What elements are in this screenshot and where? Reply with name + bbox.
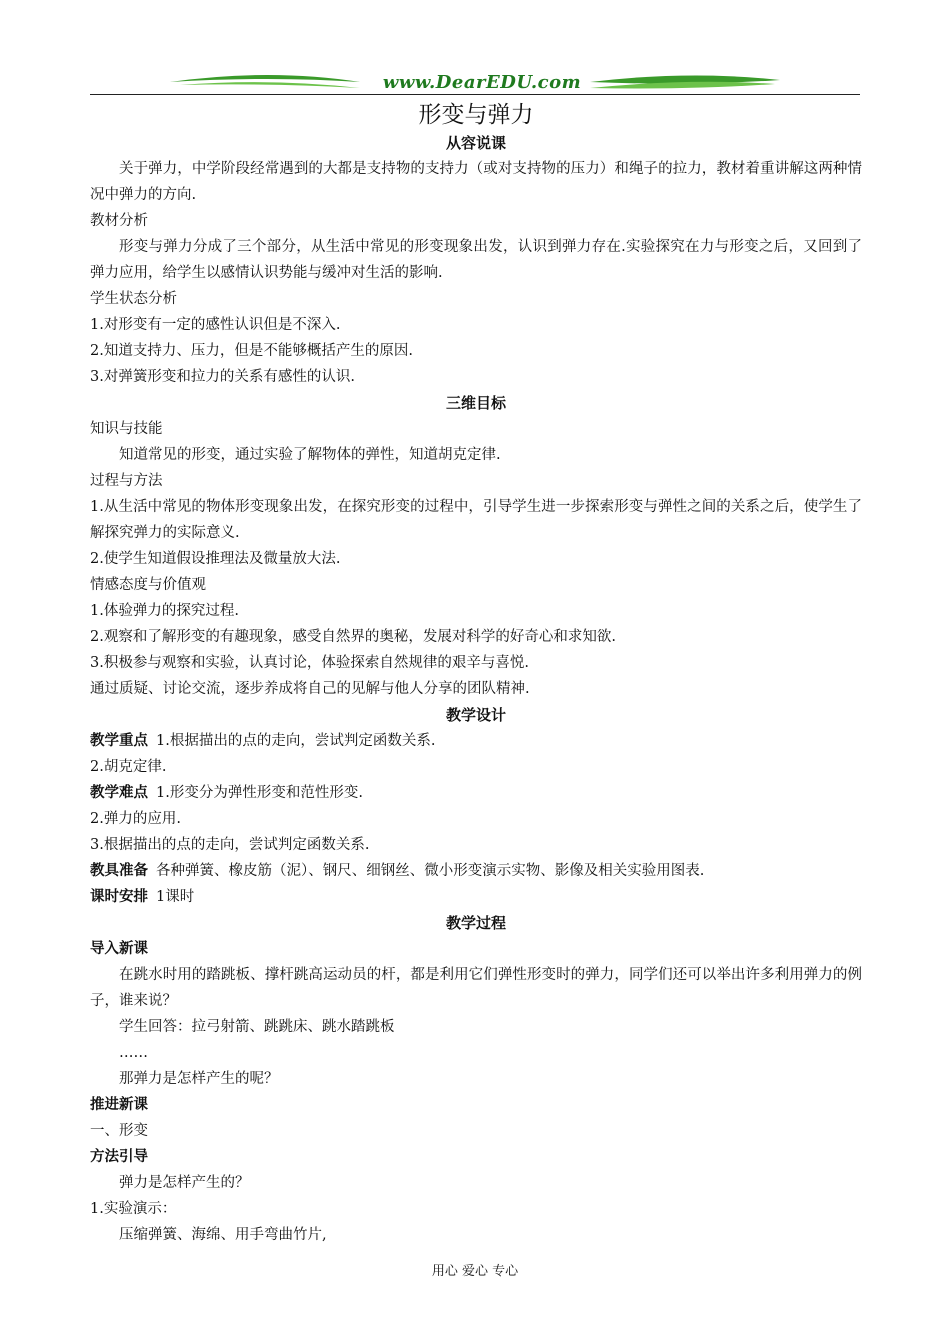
time-text: 1课时 <box>156 889 195 905</box>
section-title-process: 教学过程 <box>445 914 506 932</box>
key-point-item: 2.胡克定律. <box>90 759 167 775</box>
key-point-row <box>90 728 862 754</box>
student-item: 3.对弹簧形变和拉力的关系有感性的认识. <box>90 369 355 385</box>
process-method-item: 1.从生活中常见的物体形变现象出发，在探究形变的过程中，引导学生进一步探索形变与弹性之间的关系之后，使学生了解探究弹力的实际意义. <box>90 499 862 541</box>
difficulty-text: 1.形变分为弹性形变和范性形变. <box>156 785 363 801</box>
knowledge-paragraph: 知道常见的形变，通过实验了解物体的弹性，知道胡克定律. <box>119 447 501 463</box>
tools-text: 各种弹簧、橡皮筋（泥）、钢尺、细钢丝、微小形变演示实物、影像及相关实验用图表. <box>156 863 705 879</box>
student-label: 学生状态分析 <box>90 291 177 307</box>
material-label: 教材分析 <box>90 213 148 229</box>
emotion-item: 通过质疑、讨论交流，逐步养成将自己的见解与他人分享的团队精神. <box>90 681 530 697</box>
section-title-goals: 三维目标 <box>445 394 506 412</box>
emotion-item: 3.积极参与观察和实验，认真讨论，体验探索自然规律的艰辛与喜悦. <box>90 655 529 671</box>
tools-label: 教具准备 <box>90 862 148 879</box>
part-heading: 一、形变 <box>90 1123 148 1139</box>
document-body <box>90 100 862 1248</box>
document-title: 形变与弹力 <box>418 102 534 128</box>
emotion-label: 情感态度与价值观 <box>90 577 206 593</box>
emotion-item: 1.体验弹力的探究过程. <box>90 603 239 619</box>
intro-new-label: 导入新课 <box>90 940 148 957</box>
difficulty-item: 3.根据描出的点的走向，尝试判定函数关系. <box>90 837 370 853</box>
difficulty-item: 2.弹力的应用. <box>90 811 181 827</box>
student-item: 1.对形变有一定的感性认识但是不深入. <box>90 317 341 333</box>
student-item: 2.知道支持力、压力，但是不能够概括产生的原因. <box>90 343 413 359</box>
advance-label: 推进新课 <box>90 1096 148 1113</box>
emotion-item: 2.观察和了解形变的有趣现象，感受自然界的奥秘，发展对科学的好奇心和求知欲. <box>90 629 616 645</box>
section-title-intro: 从容说课 <box>445 134 506 152</box>
demo-text: 压缩弹簧、海绵、用手弯曲竹片, <box>119 1227 327 1243</box>
intro-new-paragraph: 在跳水时用的踏跳板、撑杆跳高运动员的杆，都是利用它们弹性形变时的弹力，同学们还可以举出许多利用弹力的例子，谁来说？ <box>90 967 862 1009</box>
key-point-text: 1.根据描出的点的走向，尝试判定函数关系. <box>156 733 436 749</box>
difficulty-label: 教学难点 <box>90 784 148 801</box>
material-paragraph: 形变与弹力分成了三个部分，从生活中常见的形变现象出发，认识到弹力存在.实验探究在力与形变之后，又回到了弹力应用，给学生以感情认识势能与缓冲对生活的影响. <box>90 239 862 281</box>
section-title-design: 教学设计 <box>445 706 506 724</box>
time-label: 课时安排 <box>90 888 148 905</box>
ellipsis: …… <box>119 1045 148 1061</box>
process-method-label: 过程与方法 <box>90 473 163 489</box>
page-header <box>90 66 860 100</box>
header-rule <box>90 94 860 95</box>
method-question: 弹力是怎样产生的？ <box>119 1175 250 1191</box>
page-footer: 用心 爱心 专心 <box>431 1264 519 1279</box>
student-answer: 学生回答：拉弓射箭、跳跳床、跳水踏跳板 <box>119 1019 395 1035</box>
process-method-item: 2.使学生知道假设推理法及微量放大法. <box>90 551 341 567</box>
site-logo-text: www.DearEDU.com <box>382 72 582 93</box>
tools-row <box>90 858 862 884</box>
key-point-label: 教学重点 <box>90 732 148 749</box>
question-text: 那弹力是怎样产生的呢？ <box>119 1071 279 1087</box>
method-label: 方法引导 <box>90 1148 148 1165</box>
intro-paragraph: 关于弹力，中学阶段经常遇到的大都是支持物的支持力（或对支持物的压力）和绳子的拉力，教材着重讲解这两种情况中弹力的方向. <box>90 161 862 203</box>
demo-label: 1.实验演示： <box>90 1201 177 1217</box>
knowledge-label: 知识与技能 <box>90 421 163 437</box>
difficulty-row <box>90 780 862 806</box>
time-row <box>90 884 862 910</box>
